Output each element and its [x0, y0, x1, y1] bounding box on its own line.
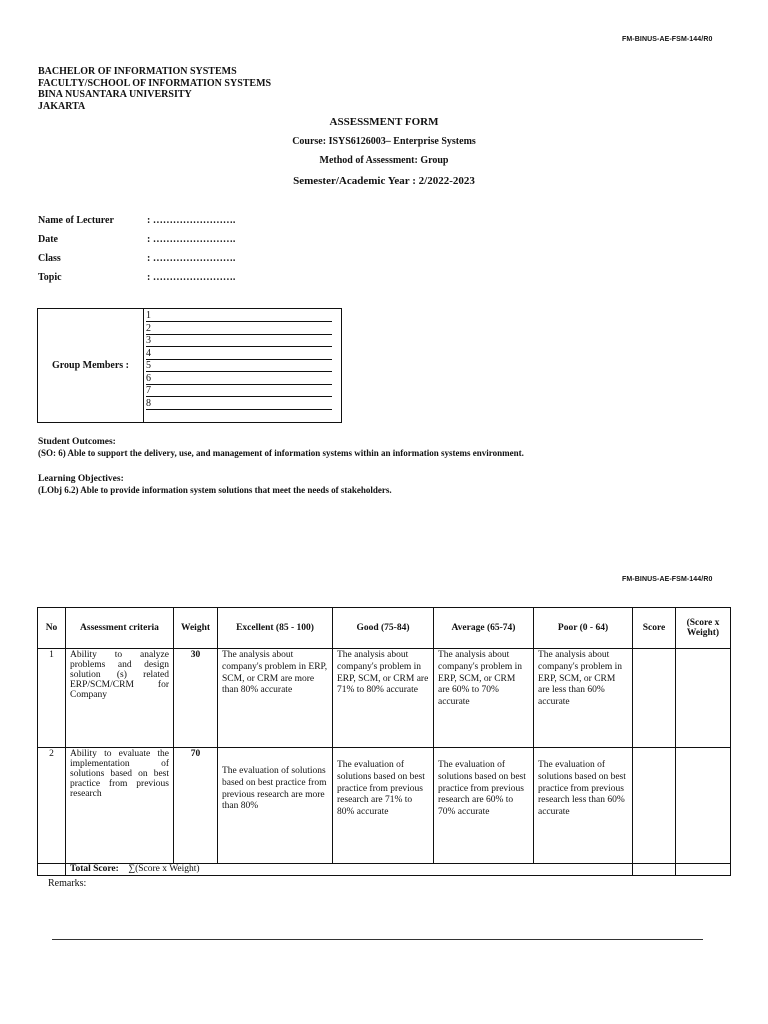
row-excellent: The evaluation of solutions based on best practice from previous research are more than 80% — [218, 748, 333, 864]
institution-line-3: BINA NUSANTARA UNIVERSITY — [38, 89, 192, 100]
form-title: ASSESSMENT FORM — [329, 116, 439, 128]
row-score-weight-cell[interactable] — [676, 748, 731, 864]
rubric-header-row — [38, 608, 731, 649]
student-outcomes-heading: Student Outcomes: — [38, 437, 116, 447]
course-line: Course: ISYS6126003– Enterprise Systems — [292, 136, 476, 147]
class-label: Class — [38, 253, 61, 264]
date-field[interactable]: : ……………………. — [147, 234, 236, 245]
row-average: The analysis about company's problem in ERP, SCM, or CRM are 60% to 70% accurate — [434, 649, 534, 748]
member-line-4[interactable]: 4 — [146, 348, 332, 360]
member-line-7[interactable]: 7 — [146, 385, 332, 397]
remarks-label: Remarks: — [48, 878, 87, 889]
header-average: Average (65-74) — [434, 608, 534, 649]
header-score-weight: (Score x Weight) — [676, 608, 731, 649]
member-line-3[interactable]: 3 — [146, 335, 332, 347]
member-line-2[interactable]: 2 — [146, 323, 332, 335]
row-weight: 30 — [174, 649, 218, 748]
row-weight: 70 — [174, 748, 218, 864]
learning-objectives-heading: Learning Objectives: — [38, 474, 124, 484]
topic-label: Topic — [38, 272, 62, 283]
total-score-weight-value[interactable] — [676, 864, 731, 876]
total-score-formula: ∑(Score x Weight) — [128, 864, 200, 874]
student-outcomes-text: (SO: 6) Able to support the delivery, use, and management of information systems within an information systems environment. — [38, 448, 524, 458]
row-score-cell[interactable] — [633, 649, 676, 748]
group-members-label: Group Members : — [38, 309, 144, 422]
member-line-6[interactable]: 6 — [146, 373, 332, 385]
learning-objectives-text: (LObj 6.2) Able to provide information system solutions that meet the needs of stakeholders. — [38, 485, 392, 495]
row-excellent: The analysis about company's problem in ERP, SCM, or CRM are more than 80% accurate — [218, 649, 333, 748]
header-poor: Poor (0 - 64) — [534, 608, 633, 649]
member-line-8[interactable]: 8 — [146, 398, 332, 410]
lecturer-label: Name of Lecturer — [38, 215, 114, 226]
header-no: No — [38, 608, 66, 649]
institution-line-4: JAKARTA — [38, 100, 86, 112]
row-average: The evaluation of solutions based on best practice from previous research are 60% to 70% accurate — [434, 748, 534, 864]
class-field[interactable]: : ……………………. — [147, 253, 236, 264]
row-number: 2 — [38, 748, 66, 864]
row-criteria: Ability to evaluate the implementation of solutions based on best practice from previous research — [66, 748, 174, 864]
row-criteria: Ability to analyze problems and design solution (s) related ERP/SCM/CRM for Company — [66, 649, 174, 748]
table-row — [38, 748, 731, 864]
total-score-value[interactable] — [633, 864, 676, 876]
lecturer-field[interactable]: : ……………………. — [147, 215, 236, 226]
date-label: Date — [38, 234, 58, 245]
document-code-top: FM-BINUS-AE-FSM-144/R0 — [622, 36, 713, 43]
total-empty-cell — [38, 864, 66, 876]
institution-line-2: FACULTY/SCHOOL OF INFORMATION SYSTEMS — [38, 77, 272, 89]
header-weight: Weight — [174, 608, 218, 649]
header-score: Score — [633, 608, 676, 649]
row-poor: The analysis about company's problem in ERP, SCM, or CRM are less than 60% accurate — [534, 649, 633, 748]
institution-line-1: BACHELOR OF INFORMATION SYSTEMS — [38, 66, 237, 77]
total-score-label: Total Score: — [70, 864, 119, 874]
group-members-box — [37, 308, 342, 423]
header-criteria: Assessment criteria — [66, 608, 174, 649]
rubric-table — [37, 607, 731, 876]
method-line: Method of Assessment: Group — [319, 155, 449, 166]
remarks-line[interactable] — [52, 939, 703, 940]
table-row — [38, 649, 731, 748]
row-score-cell[interactable] — [633, 748, 676, 864]
member-line-5[interactable]: 5 — [146, 360, 332, 372]
total-score-row — [38, 864, 731, 876]
row-good: The analysis about company's problem in ERP, SCM, or CRM are 71% to 80% accurate — [333, 649, 434, 748]
row-good: The evaluation of solutions based on best practice from previous research are 71% to 80% accurate — [333, 748, 434, 864]
header-excellent: Excellent (85 - 100) — [218, 608, 333, 649]
row-number: 1 — [38, 649, 66, 748]
member-line-1[interactable]: 1 — [146, 310, 332, 322]
total-score-cell — [66, 864, 633, 876]
row-poor: The evaluation of solutions based on best practice from previous research less than 60% accurate — [534, 748, 633, 864]
semester-line: Semester/Academic Year : 2/2022-2023 — [293, 175, 475, 187]
header-good: Good (75-84) — [333, 608, 434, 649]
document-code-mid: FM-BINUS-AE-FSM-144/R0 — [622, 576, 713, 583]
topic-field[interactable]: : ……………………. — [147, 272, 236, 283]
row-score-weight-cell[interactable] — [676, 649, 731, 748]
institution-header — [38, 66, 271, 112]
